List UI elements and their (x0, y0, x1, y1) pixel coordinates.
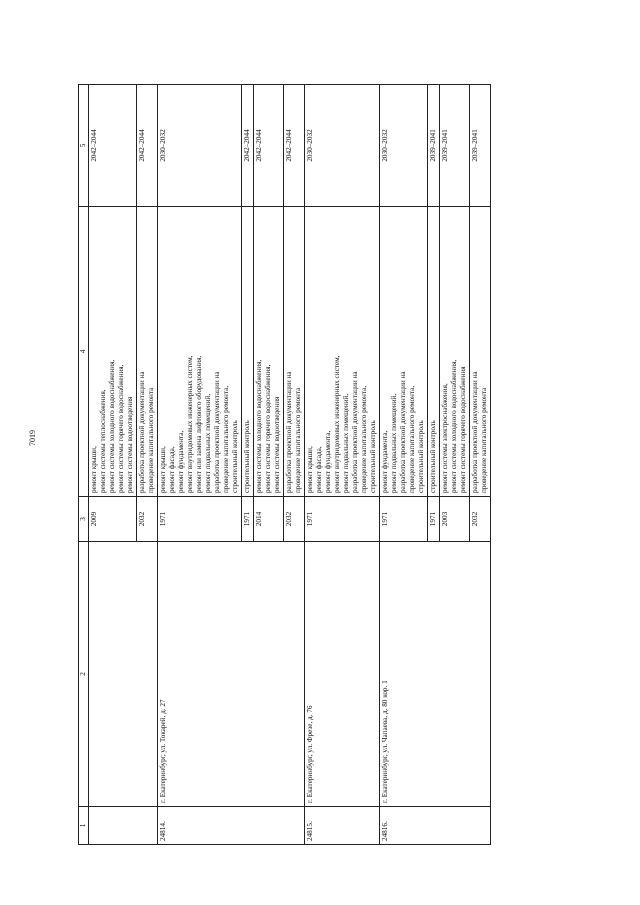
work-item: строительный контроль (369, 420, 377, 493)
header-cell: 5 (79, 85, 89, 207)
header-cell: 4 (79, 207, 89, 497)
work-item: ремонт системы теплоснабжения, (99, 389, 107, 493)
work-item: строительный контроль (231, 420, 239, 493)
works-cell (158, 207, 242, 497)
period-cell: 2042–2044 (137, 85, 158, 207)
work-item: ремонт крыши, (159, 446, 167, 493)
year-cell: 1971 (158, 497, 242, 542)
work-item: ремонт фасада, (315, 446, 323, 493)
work-item: ремонт системы холодного водоснабжения, (108, 359, 116, 493)
year-cell: 2032 (470, 497, 491, 542)
work-item: проведение капитального ремонта (147, 387, 155, 493)
table-row (158, 85, 242, 845)
work-item: разработка проектной документации на (351, 371, 359, 493)
year-cell: 2032 (137, 497, 158, 542)
object-number-cell: 24814. (158, 807, 305, 845)
period-cell: 2030–2032 (380, 85, 428, 207)
works-cell (137, 207, 158, 497)
period-cell: 2039–2041 (428, 85, 440, 207)
table-body (89, 85, 491, 845)
work-item: строительный контроль (429, 420, 437, 493)
work-item: разработка проектной документации на (471, 371, 479, 493)
year-cell: 1971 (305, 497, 380, 542)
works-cell (89, 207, 137, 497)
year-cell: 2032 (284, 497, 305, 542)
work-item: ремонт системы электроснабжения, (441, 383, 449, 493)
rotated-table-container (78, 85, 608, 845)
period-cell: 2042–2044 (242, 85, 254, 207)
work-item: ремонт системы горячего водоснабжения, (264, 364, 272, 493)
work-item: ремонт системы горячего водоснабжения, (117, 364, 125, 493)
work-item: разработка проектной документации на (285, 371, 293, 493)
address-cell: г. Екатеринбург, ул. Фрезе, д. 76 (305, 542, 380, 807)
work-item: разработка проектной документации на (399, 371, 407, 493)
period-cell: 2042–2044 (254, 85, 284, 207)
object-number-cell: 24816. (380, 807, 491, 845)
work-item: ремонт фундамента, (177, 430, 185, 493)
work-item: ремонт системы холодного водоснабжения, (255, 359, 263, 493)
work-item: ремонт фундамента, (381, 430, 389, 493)
page-number: 7019 (28, 430, 37, 446)
work-item: ремонт внутридомовых инженерных систем, (333, 355, 341, 493)
header-cell: 2 (79, 542, 89, 807)
work-item: ремонт системы водоотведения (126, 396, 134, 493)
work-item: проведение капитального ремонта (294, 387, 302, 493)
table-row (89, 85, 137, 845)
work-item: ремонт системы водоотведения (273, 396, 281, 493)
object-number-cell: 24815. (305, 807, 380, 845)
period-cell: 2030–2032 (305, 85, 380, 207)
work-item: ремонт подвальных помещений, (204, 393, 212, 493)
work-item: ремонт или замена лифтового оборудования, (195, 355, 203, 493)
header-cell: 1 (79, 807, 89, 845)
work-item: проведение капитального ремонта, (222, 385, 230, 493)
work-item: разработка проектной документации на (138, 371, 146, 493)
work-item: ремонт крыши, (306, 446, 314, 493)
year-cell: 2003 (440, 497, 470, 542)
year-cell: 1971 (428, 497, 440, 542)
works-cell (440, 207, 470, 497)
table-header-row (79, 85, 89, 845)
work-item: проведение капитального ремонта, (408, 385, 416, 493)
year-cell: 1971 (242, 497, 254, 542)
work-item: ремонт системы холодного водоснабжения, (450, 359, 458, 493)
works-cell (242, 207, 254, 497)
capital-repair-table (78, 84, 491, 845)
works-cell (428, 207, 440, 497)
table-row (305, 85, 380, 845)
work-item: строительный контроль (417, 420, 425, 493)
year-cell: 2014 (254, 497, 284, 542)
work-item: ремонт подвальных помещений, (342, 393, 350, 493)
work-item: разработка проектной документации на (213, 371, 221, 493)
works-cell (380, 207, 428, 497)
work-item: ремонт системы горячего водоснабжения (459, 366, 467, 493)
period-cell: 2039–2041 (440, 85, 470, 207)
object-number-cell (89, 807, 158, 845)
work-item: ремонт фасада, (168, 446, 176, 493)
year-cell: 1971 (380, 497, 428, 542)
period-cell: 2030–2032 (158, 85, 242, 207)
works-cell (254, 207, 284, 497)
work-item: ремонт фундамента, (324, 430, 332, 493)
work-item: проведение капитального ремонта, (360, 385, 368, 493)
address-cell: г. Екатеринбург, ул. Чапаева, д. 80 кор. 1 (380, 542, 491, 807)
period-cell: 2039–2041 (470, 85, 491, 207)
works-cell (470, 207, 491, 497)
table-row (380, 85, 428, 845)
work-item: строительный контроль (243, 420, 251, 493)
address-cell (89, 542, 158, 807)
work-item: ремонт крыши, (90, 446, 98, 493)
work-item: ремонт подвальных помещений, (390, 393, 398, 493)
works-cell (284, 207, 305, 497)
work-item: проведение капитального ремонта (480, 387, 488, 493)
header-cell: 3 (79, 497, 89, 542)
year-cell: 2009 (89, 497, 137, 542)
address-cell: г. Екатеринбург, ул. Токарей, д. 27 (158, 542, 305, 807)
works-cell (305, 207, 380, 497)
work-item: ремонт внутридомовых инженерных систем, (186, 355, 194, 493)
period-cell: 2042–2044 (89, 85, 137, 207)
period-cell: 2042–2044 (284, 85, 305, 207)
